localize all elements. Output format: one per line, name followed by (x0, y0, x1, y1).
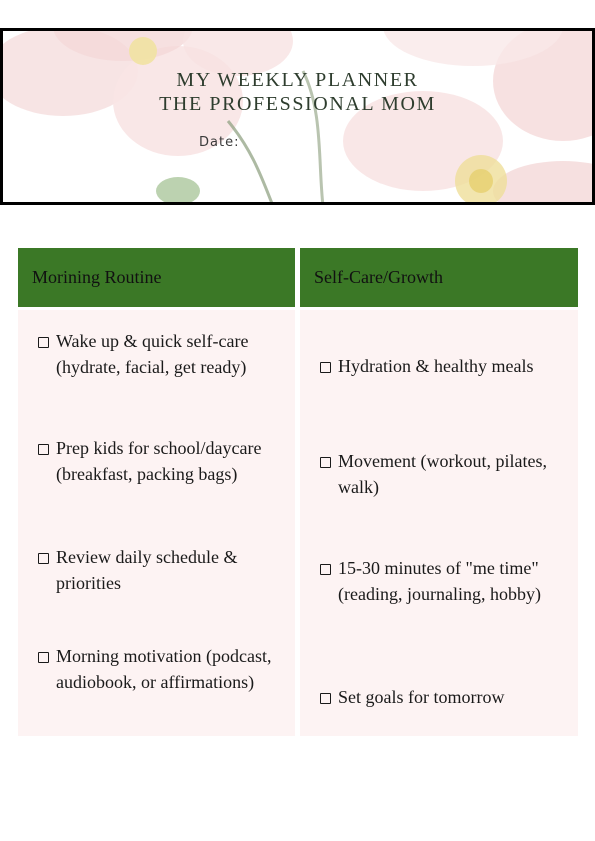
checklist-item[interactable] (38, 544, 287, 596)
checkbox-icon[interactable] (38, 444, 49, 455)
checklist-item[interactable] (320, 555, 570, 607)
checkbox-icon[interactable] (38, 337, 49, 348)
planner-header (0, 28, 595, 205)
checkbox-icon[interactable] (320, 362, 331, 373)
self-care-column (300, 248, 578, 736)
checkbox-icon[interactable] (320, 564, 331, 575)
checkbox-icon[interactable] (320, 457, 331, 468)
checklist-item-text: 15-30 minutes of "me time" (reading, journaling, hobby) (338, 558, 541, 604)
column-heading: Morining Routine (18, 248, 295, 310)
checklist-item-text: Morning motivation (podcast, audiobook, or affirmations) (56, 646, 272, 692)
planner-subtitle: THE PROFESSIONAL MOM (159, 93, 436, 115)
checklist-item[interactable] (38, 435, 287, 487)
checklist-item-text: Hydration & healthy meals (338, 356, 534, 376)
column-heading: Self-Care/Growth (300, 248, 578, 310)
checklist-item-text: Review daily schedule & priorities (56, 547, 238, 593)
checklist-item-text: Movement (workout, pilates, walk) (338, 451, 547, 497)
checkbox-icon[interactable] (38, 652, 49, 663)
checkbox-icon[interactable] (320, 693, 331, 704)
checklist-item-text: Prep kids for school/daycare (breakfast, packing bags) (56, 438, 262, 484)
morning-routine-column (18, 248, 295, 736)
checklist-item[interactable] (320, 684, 570, 710)
date-label: Date: (199, 135, 240, 150)
checklist-item[interactable] (320, 353, 570, 379)
checklist-item-text: Set goals for tomorrow (338, 687, 505, 707)
flower-illustration (3, 31, 592, 202)
planner-title: MY WEEKLY PLANNER (176, 69, 419, 91)
checkbox-icon[interactable] (38, 553, 49, 564)
checklist-item[interactable] (38, 643, 287, 695)
checklist-item-text: Wake up & quick self-care (hydrate, facial, get ready) (56, 331, 249, 377)
checklist-item[interactable] (38, 328, 287, 380)
checklist-item[interactable] (320, 448, 570, 500)
